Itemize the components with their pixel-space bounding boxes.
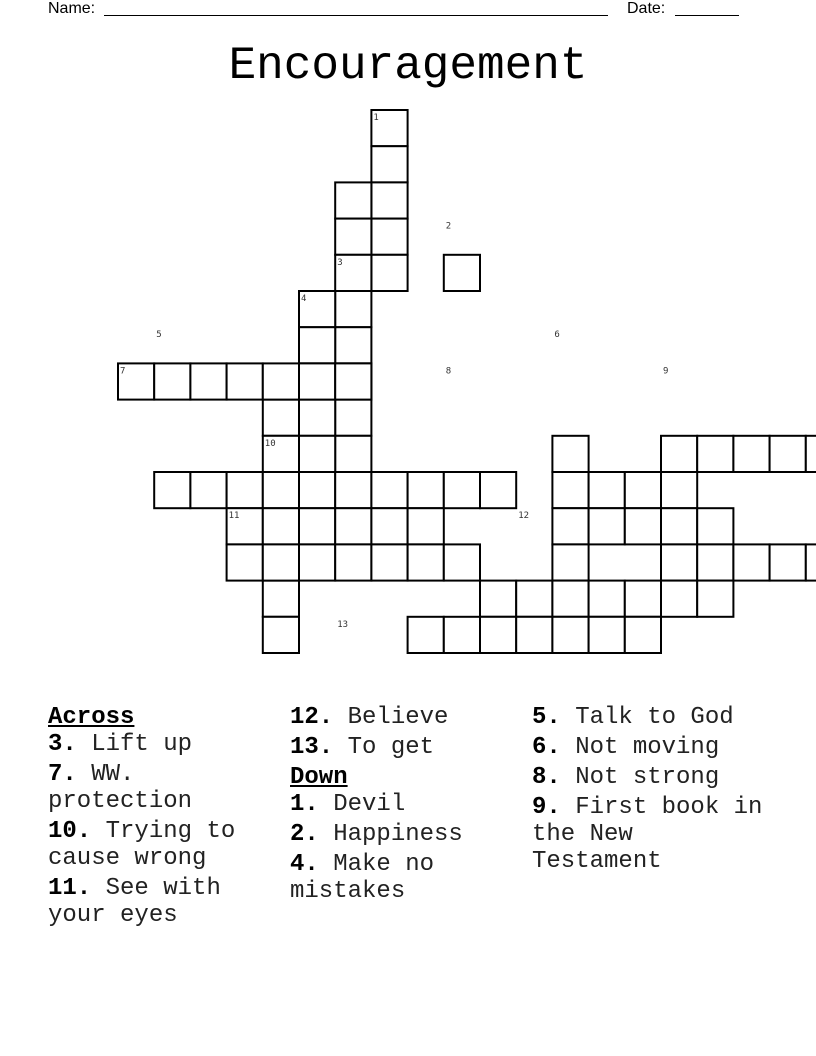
clue-number-7: 7 [120,366,126,377]
grid-cell[interactable] [625,581,661,617]
grid-cell[interactable] [770,544,806,580]
clue-8 [532,764,772,791]
clue-9 [532,794,772,875]
grid-cell[interactable] [227,363,263,399]
clue-number-4: 4 [301,294,307,304]
clue-11 [48,875,280,929]
clue-number: 7. [48,761,77,788]
grid-cell[interactable] [625,508,661,544]
grid-cell[interactable] [263,617,299,653]
grid-cell[interactable] [371,472,407,508]
clue-text: WW. protection [48,761,193,815]
grid-cell[interactable] [806,544,816,580]
grid-cell[interactable] [335,400,371,436]
grid-cell[interactable] [335,436,371,472]
grid-cell[interactable] [408,508,444,544]
grid-cell[interactable] [371,544,407,580]
clue-12 [290,704,526,731]
grid-cell[interactable] [335,327,371,363]
clue-text: Devil [318,791,406,818]
clue-number: 6. [532,734,561,761]
clue-number-8: 8 [445,366,452,377]
down-heading: Down [290,764,348,791]
clue-number: 11. [48,875,92,902]
clue-text: Make no mistakes [290,851,435,905]
clues-column-2 [290,704,526,908]
grid-cell[interactable] [227,544,263,580]
grid-cell[interactable] [697,436,733,472]
grid-cell[interactable] [299,400,335,436]
clue-5 [532,704,772,731]
clue-text: First book in the New Testament [532,794,763,875]
page-title: Encouragement [228,40,588,92]
clue-10 [48,818,280,872]
clue-number: 4. [290,851,319,878]
grid-cell[interactable] [697,508,733,544]
clue-number-10: 10 [264,438,276,449]
clue-number: 13. [290,734,334,761]
grid-cell[interactable] [444,255,480,291]
clue-number-13: 13 [337,619,349,630]
clue-text: Trying to cause wrong [48,818,236,872]
grid-cell[interactable] [552,544,588,580]
grid-cell[interactable] [190,472,226,508]
clue-7 [48,761,280,815]
grid-cell[interactable] [335,472,371,508]
grid-cell[interactable] [733,544,769,580]
grid-cell[interactable] [371,255,407,291]
grid-cell[interactable] [408,617,444,653]
clue-number: 2. [290,821,319,848]
grid-cell[interactable] [589,581,625,617]
grid-cell[interactable] [263,363,299,399]
grid-cell[interactable] [480,617,516,653]
grid-cell[interactable] [371,508,407,544]
grid-cell[interactable] [444,544,480,580]
clue-6 [532,734,772,761]
clue-text: Talk to God [560,704,734,731]
clue-number-11: 11 [228,511,240,522]
grid-cell[interactable] [299,472,335,508]
grid-cell[interactable] [552,508,588,544]
grid-cell[interactable] [589,472,625,508]
across-heading: Across [48,704,135,731]
clue-2 [290,821,526,848]
grid-cell[interactable] [552,581,588,617]
clue-number-1: 1 [373,113,379,123]
clue-number-3: 3 [337,257,343,268]
clue-text: See with your eyes [48,875,221,929]
clue-text: Not moving [560,734,720,761]
grid-cell[interactable] [335,544,371,580]
clue-3 [48,731,280,758]
grid-cell[interactable] [371,146,407,182]
grid-cell[interactable] [371,219,407,255]
clue-number: 8. [532,764,561,791]
clue-4 [290,851,526,905]
grid-cell[interactable] [263,544,299,580]
down-clue-list [290,791,526,905]
clue-number-12: 12 [518,511,530,522]
grid-cell[interactable] [299,436,335,472]
grid-cell[interactable] [661,508,697,544]
grid-cell[interactable] [661,472,697,508]
grid-cell[interactable] [335,291,371,327]
grid-cell[interactable] [408,472,444,508]
grid-cell[interactable] [552,617,588,653]
grid-cell[interactable] [625,617,661,653]
grid-cell[interactable] [806,436,816,472]
clue-number-5: 5 [156,330,162,341]
grid-cell[interactable] [154,472,190,508]
grid-cell[interactable] [480,472,516,508]
grid-cell[interactable] [299,363,335,399]
grid-cell[interactable] [552,436,588,472]
grid-cell[interactable] [444,617,480,653]
grid-cell[interactable] [227,472,263,508]
grid-cell[interactable] [697,581,733,617]
grid-cell[interactable] [408,544,444,580]
grid-cell[interactable] [263,400,299,436]
across-clue-list-cont [290,704,526,761]
grid-cell[interactable] [552,472,588,508]
grid-cell[interactable] [697,544,733,580]
across-clue-list [48,731,280,929]
clue-text: Believe [333,704,449,731]
grid-cell[interactable] [589,617,625,653]
clue-text: Happiness [318,821,463,848]
grid-cell[interactable] [516,581,552,617]
clue-number: 12. [290,704,334,731]
grid-cell[interactable] [444,472,480,508]
name-label: Name: [48,0,96,17]
clues-column-3 [532,704,772,878]
clue-number-6: 6 [554,330,560,341]
clues-column-1 [48,704,280,932]
clue-text: Not strong [560,764,720,791]
grid-cell[interactable] [661,581,697,617]
down-clue-list-cont [532,704,772,875]
grid-cell[interactable] [770,436,806,472]
grid-cell[interactable] [661,544,697,580]
grid-cell[interactable] [299,544,335,580]
grid-cell[interactable] [589,508,625,544]
clue-text: Lift up [76,731,193,758]
grid-cell[interactable] [371,182,407,218]
grid-cell[interactable] [335,363,371,399]
date-label: Date: [627,0,666,17]
clue-number: 1. [290,791,319,818]
grid-cell[interactable] [299,508,335,544]
clue-number: 5. [532,704,561,731]
grid-cell[interactable] [263,581,299,617]
grid-cell[interactable] [625,472,661,508]
clue-text: To get [333,734,435,761]
grid-cell[interactable] [335,219,371,255]
grid-cell[interactable] [335,508,371,544]
grid-cell[interactable] [299,327,335,363]
clue-number: 10. [48,818,92,845]
grid-cell[interactable] [480,581,516,617]
clue-13 [290,734,526,761]
grid-cell[interactable] [263,508,299,544]
grid-cell[interactable] [516,617,552,653]
grid-cell[interactable] [154,363,190,399]
grid-cell[interactable] [733,436,769,472]
clue-1 [290,791,526,818]
grid-cell[interactable] [190,363,226,399]
clue-number-2: 2 [445,221,452,232]
grid-cell[interactable] [263,472,299,508]
grid-cell[interactable] [335,182,371,218]
grid-cell[interactable] [661,436,697,472]
clue-number-9: 9 [663,366,669,377]
clue-number: 3. [48,731,77,758]
clue-number: 9. [532,794,561,821]
